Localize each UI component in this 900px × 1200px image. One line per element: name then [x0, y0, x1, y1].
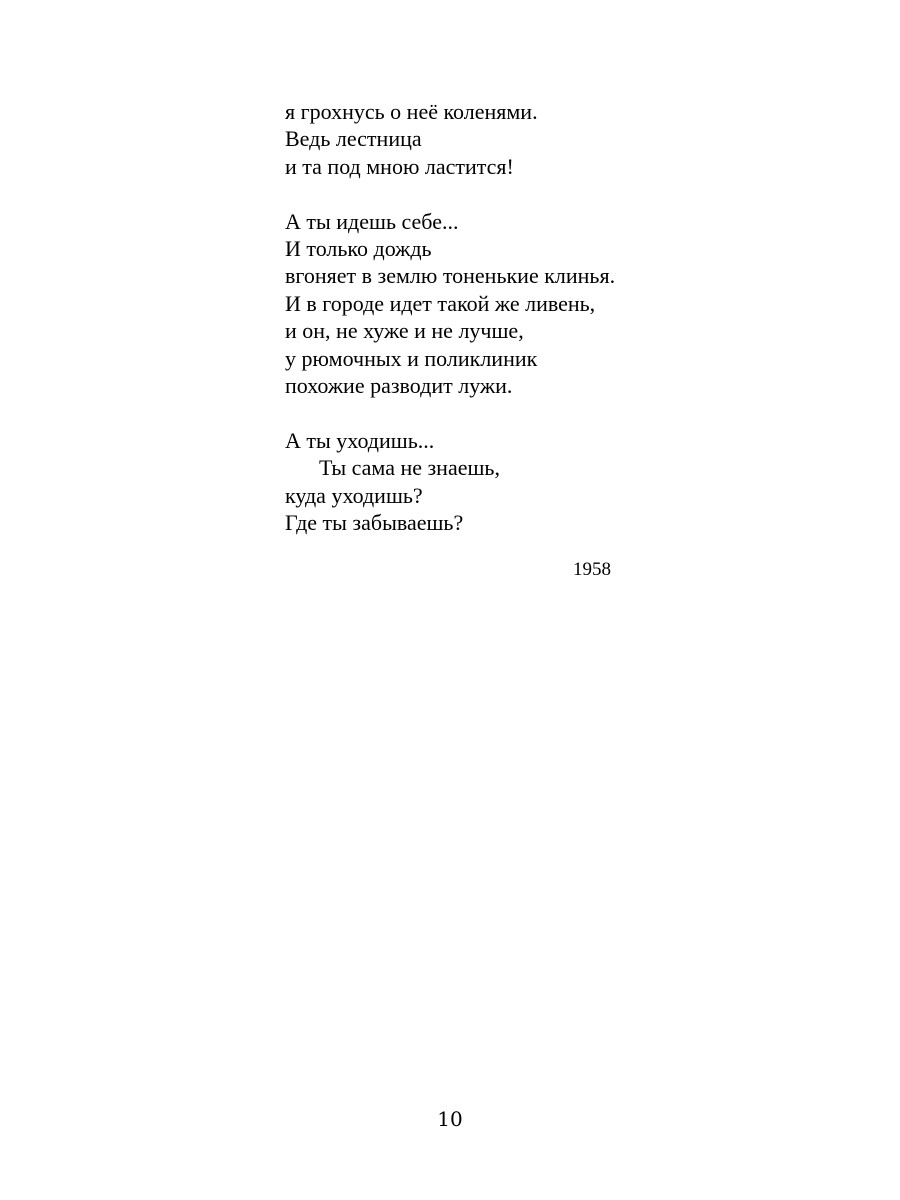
poem-line: А ты идешь себе... [285, 208, 459, 234]
poem-line: у рюмочных и поликлиник [285, 345, 538, 371]
poem-line: Ведь лестница [285, 126, 422, 152]
poem-line: я грохнусь о неё коленями. [285, 99, 538, 124]
poem-stanza-3 [285, 427, 805, 537]
poem-line: похожие разводит лужи. [285, 373, 513, 399]
poem-year: 1958 [573, 559, 611, 580]
poem-line: Где ты забываешь? [285, 510, 464, 536]
poem-stanza-2 [285, 208, 805, 400]
poem-line-indented: Ты сама не знаешь, [319, 455, 500, 481]
poem-stanza-1 [285, 98, 805, 180]
poem-line: и он, не хуже и не лучше, [285, 318, 524, 344]
poem-line: куда уходишь? [285, 482, 423, 508]
page-number: 10 [437, 1107, 463, 1131]
poem-line: И только дождь [285, 236, 432, 262]
poem-line: вгоняет в землю тоненькие клинья. [285, 263, 616, 289]
poem-line: и та под мною ластится! [285, 153, 514, 179]
poem-line: И в городе идет такой же ливень, [285, 290, 596, 316]
poem-text [285, 98, 805, 536]
poem-line: А ты уходишь... [285, 427, 435, 453]
